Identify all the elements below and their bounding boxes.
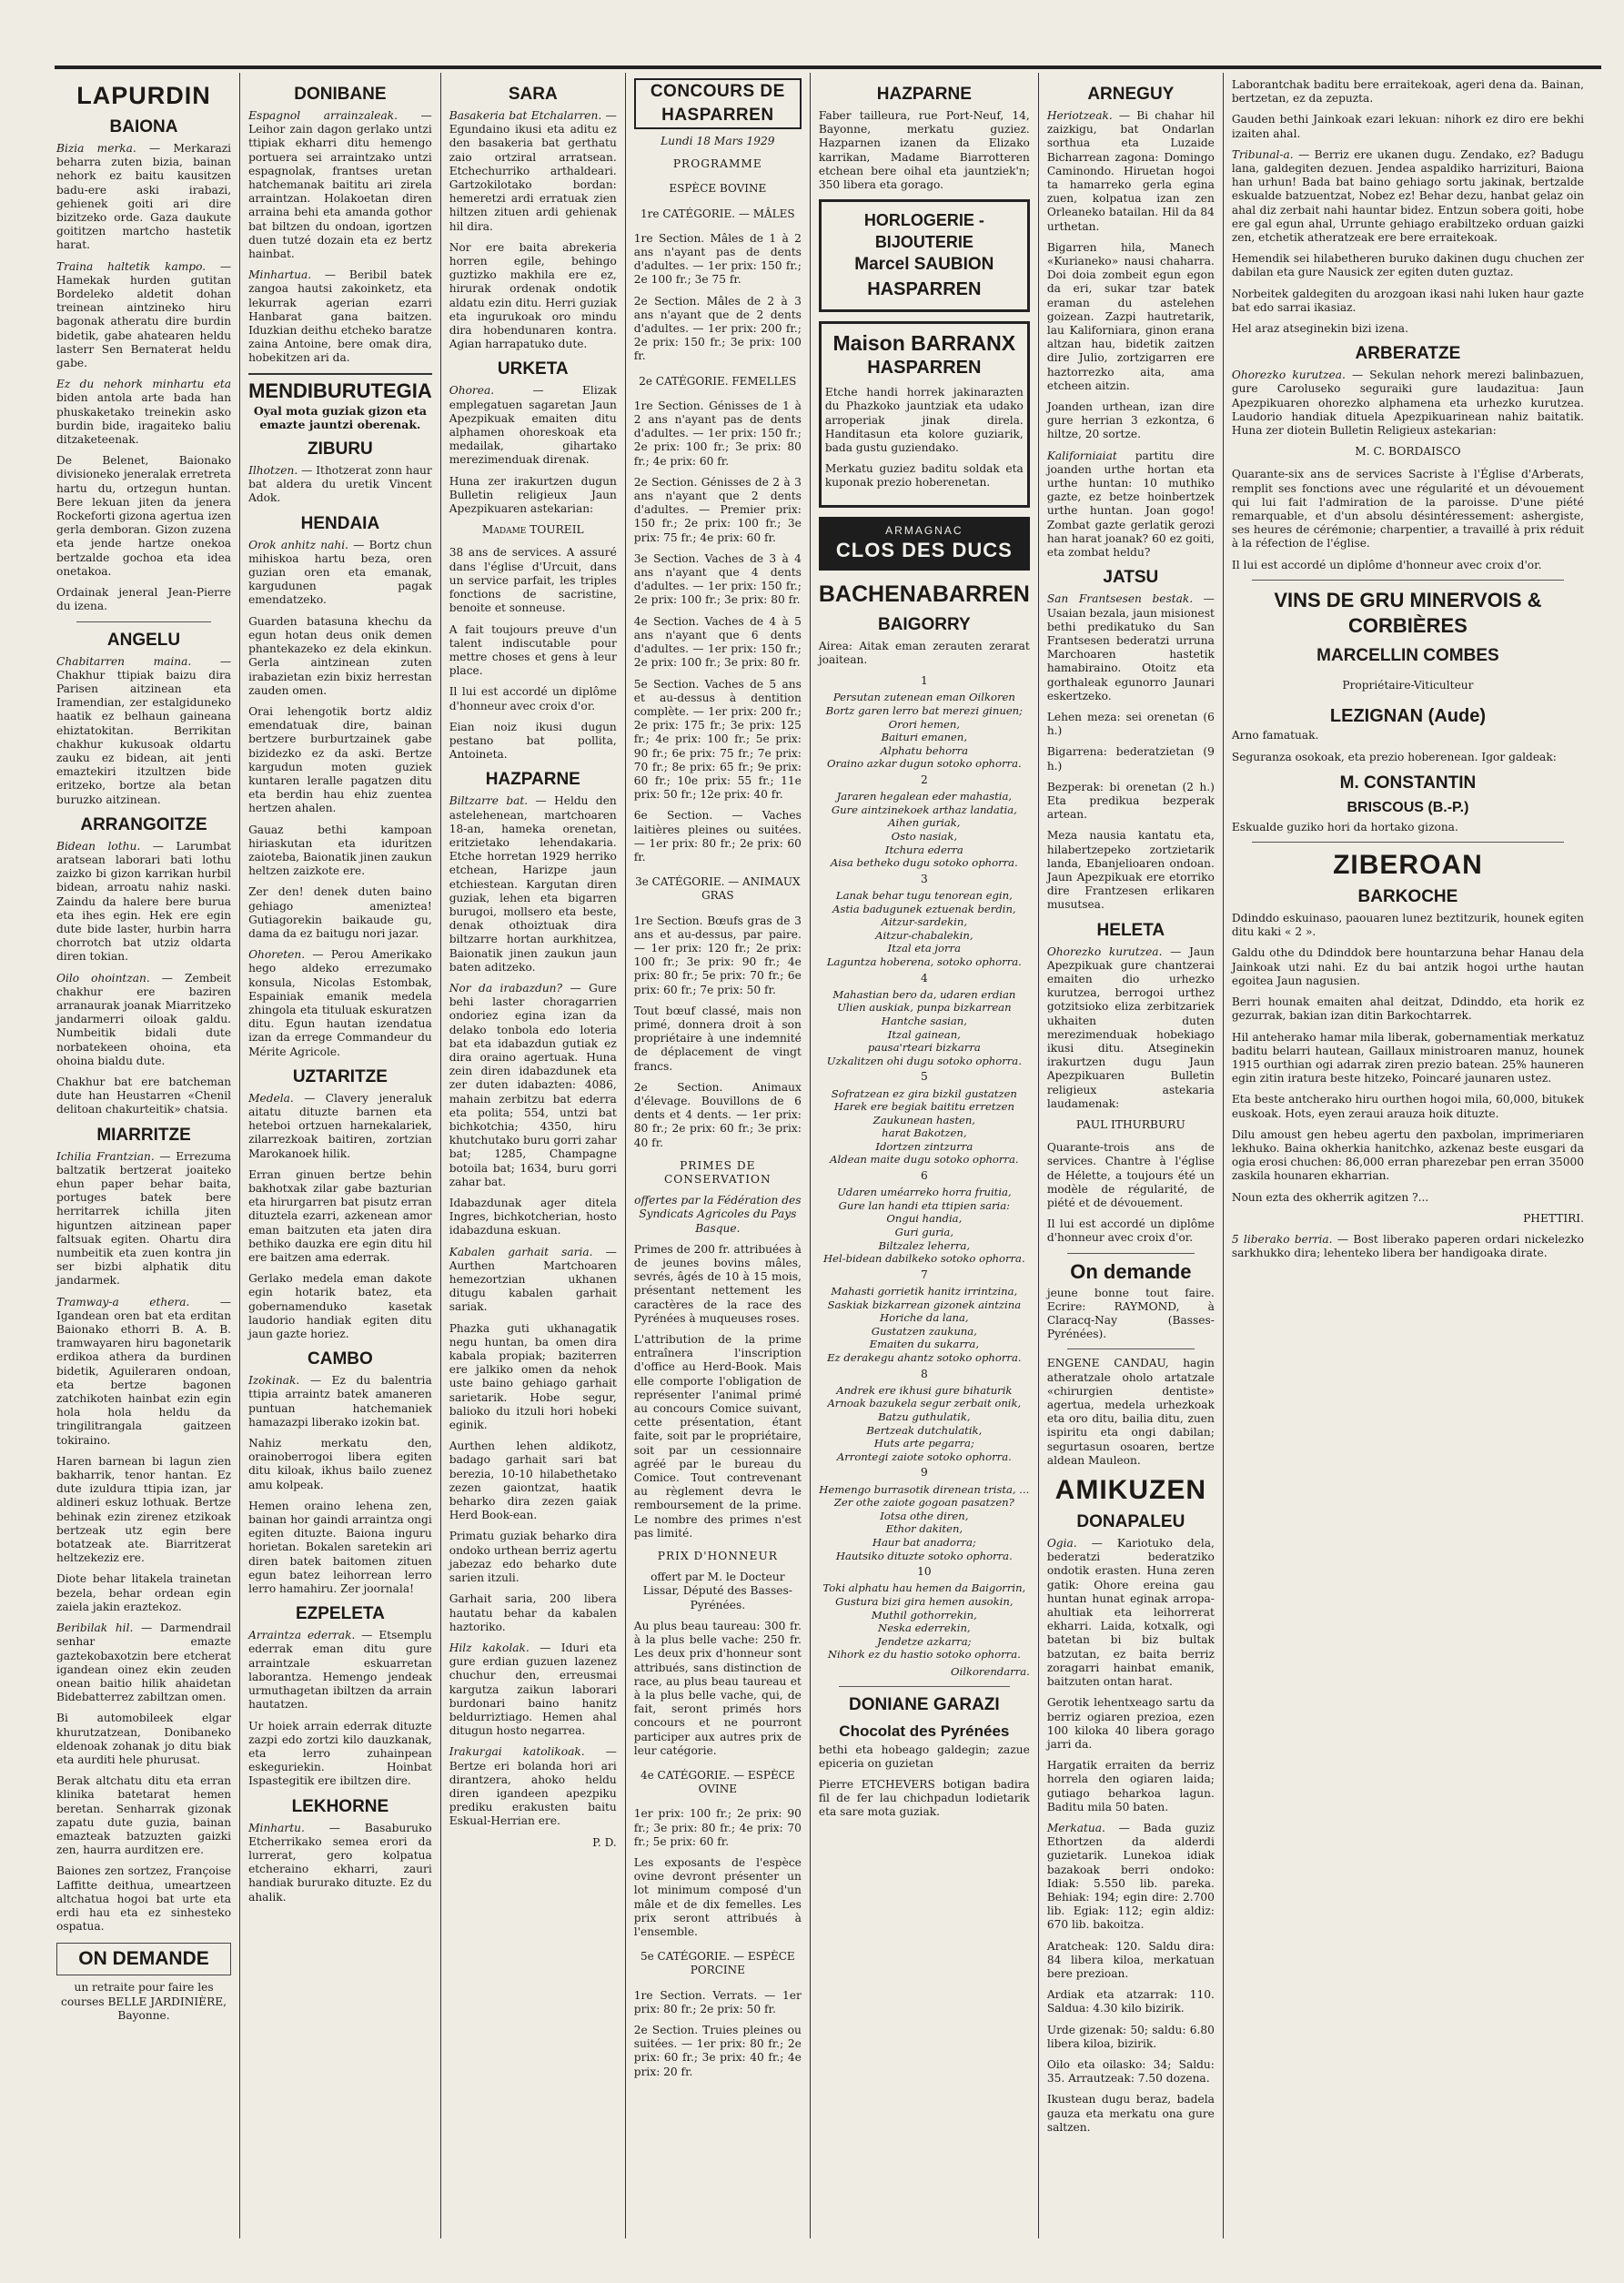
song-line: Mahastian bero da, udaren erdian: [832, 987, 1016, 1001]
article: Berak altchatu ditu eta erran klinika batetarat hemen beretan. Senharrak gizonak zapatu dute guzia, bainan emazteak batzuzten gaizki zen, haurra aurditzen ere.: [56, 1774, 232, 1857]
article: Zer den! denek duten baino gehiago ameniztea! Gutiagorekin baikaude gu, dama da ez baitugu nori jazar.: [248, 885, 432, 940]
song-line: Arnoak bazukela segur zerbait onik,: [827, 1397, 1022, 1410]
song-line: Idortzen zintzurra: [875, 1139, 973, 1153]
prize-section: 2e Section. Génisses de 2 à 3 ans n'ayant que 2 dents d'adultes. — Premier prix: 150 fr.; 2e prix: 100 fr.; 3e prix: 75 fr.; 4e prix: 60 fr.: [633, 475, 802, 544]
town-heading: SARA: [508, 85, 558, 104]
prize-section: 3e Section. Vaches de 3 à 4 ans n'ayant que 4 dents d'adultes. — 1er prix: 150 fr.; 2e prix: 100 fr.; 3e prix: 80 fr.: [633, 551, 802, 607]
category-heading: 2e CATÉGORIE. FEMELLES: [639, 374, 797, 388]
ad-town: HASPARREN: [867, 358, 982, 379]
song-line: Hautsiko dituzte sotoko ophorra.: [835, 1549, 1013, 1562]
prix-honneur-heading: PRIX D'HONNEUR: [657, 1550, 778, 1563]
song-line: Haur bat anadorra;: [872, 1535, 976, 1549]
region-heading: BACHENABARREN: [818, 581, 1030, 607]
song-line: Horiche da lana,: [880, 1311, 969, 1325]
prize-section: 1re Section. Mâles de 1 à 2 ans n'ayant pas de dents d'adultes. — 1er prix: 150 fr.; 2e 100 fr.; 3e 75 fr.: [633, 231, 802, 287]
town-heading: ARRANGOITZE: [80, 814, 207, 834]
article: Quarante-six ans de services Sacriste à l'Église d'Arberats, remplit ses fonctions avec une régularité et un dévouement qui lui fait l'admiration de la paroisse. D'une piété remarquable, et d'un absolu désintéressement: ashergiste, ses heures de cérémonie; charpentier, a travaillé à prix réduit à la réfection de l'église.: [1231, 468, 1584, 551]
song-line: Itzal gainean,: [887, 1027, 961, 1041]
song-line: Uzkalitzen ohi dugu sotoko ophorra.: [826, 1054, 1022, 1067]
song-line: Aitzur-chabalekin,: [875, 928, 973, 942]
town-heading: DONAPALEU: [1076, 1512, 1185, 1532]
ad-text: Eskualde guziko hori da hortako gizona.: [1231, 820, 1458, 833]
article: Bigarrena: bederatzietan (9 h.): [1046, 745, 1215, 773]
ad-town: LEZIGNAN (Aude): [1329, 706, 1486, 727]
town-heading: EZPELETA: [295, 1604, 385, 1624]
town-heading: CAMBO: [308, 1349, 373, 1369]
honoree-name: M. C. BORDAISCO: [1355, 445, 1461, 459]
song-line: Udaren uméarreko horra fruitia,: [837, 1186, 1012, 1199]
category-heading: ESPÈCE BOVINE: [669, 182, 767, 196]
article: Beribilak hil. — Darmendrail senhar emazte gaztekobaxotzin bere etcherat igandean oinez ekin zeuden onean baitio hilik ahaidetan Bidebatterrez zabiltzan omen.: [56, 1621, 232, 1704]
article: 38 ans de services. A assuré dans l'église d'Urcuit, dans un service parfait, les triples fonctions de sacristine, benoite et sonneuse.: [449, 546, 617, 615]
article: Aratcheak: 120. Saldu dira: 84 libera kiloa, merkatuan bere prezioan.: [1046, 1939, 1215, 1980]
song-line: Gustura bizi gira hemen ausokin,: [835, 1594, 1014, 1608]
prize-section: Primes de 200 fr. attribuées à de jeunes bovins mâles, sevrés, âgés de 10 à 15 mois, présentant nettement les caractères de la race des Pyrénées à muqueuses roses.: [633, 1242, 802, 1325]
song-line: harat Bakotzen,: [882, 1126, 967, 1140]
prize-section: 2e Section. Animaux d'élevage. Bouvillons de 6 dents et 4 dents. — 1er prix: 80 fr.; 2e prix: 60 fr.; 3e prix: 40 fr.: [633, 1080, 802, 1149]
article: Guarden batasuna khechu da egun hotan deus onik demen phantekazeko ez dela ekinkun. Gerla aintzinean zuten irabazietan ezin bixiz herrestan zauden omen.: [248, 614, 432, 697]
article: Hemendik sei hilabetheren buruko dakinen dugu chuchen zer dabilan eta gure Nausick zer egiten duten guztaz.: [1231, 252, 1584, 279]
song-line: Osto nasiak,: [891, 830, 958, 843]
song-line: Baituri emanen,: [881, 731, 968, 744]
article: Primatu guziak beharko dira ondoko urthean berriz agertu jabezaz edo beharko dute sarien itzuli.: [449, 1530, 617, 1585]
prize-section: 4e Section. Vaches de 4 à 5 ans n'ayant que 6 dents d'adultes. — 1er prix: 150 fr.; 2e prix: 100 fr.; 3e prix: 80 fr.: [633, 614, 802, 670]
article: Ogia. — Kariotuko dela, bederatzi bederatziko ondotik erasten. Huna zeren gatik: Ohore ereina gau huntan hunat eginak arropa-ahultiak eta leihorrerat ekharri. Laida, kotxalk, ogi batetan bi biz bultak batzutan, ez baita berriz zoragarri hainbat emanik, baitzuten ontan harat.: [1046, 1537, 1215, 1689]
article: Ordainak jeneral Jean-Pierre du izena.: [56, 586, 232, 613]
region-heading: LAPURDIN: [76, 82, 211, 109]
column-donibane: [239, 73, 440, 2238]
song-line: Astia badugunek eztuenak berdin,: [832, 902, 1016, 915]
article: Medela. — Clavery jeneraluk aitatu dituzte barnen eta heteboi ortzuen harnekalariek, zilarrezkoak baitiren, zortzian Marokanoek hilik.: [248, 1091, 432, 1160]
divider: [1067, 1253, 1195, 1254]
town-heading: UZTARITZE: [292, 1066, 388, 1086]
town-heading: ARBERATZE: [1355, 344, 1461, 364]
concours-date: Lundi 18 Mars 1929: [661, 135, 775, 147]
category-heading: 4e CATÉGORIE. — ESPÈCE OVINE: [640, 1768, 795, 1796]
prize-section: 1re Section. Génisses de 1 à 2 ans n'ayant pas de dents d'adultes. — 1er prix: 150 fr.; 2e prix: 100 fr.; 3e prix: 80 fr.; 4e prix: 60 fr.: [633, 399, 802, 468]
article: Bidean lothu. — Larumbat aratsean laborari bati lothu zaizko bi gizon karrikan hurbil bidean, arroatu nahiz naski. Zaindu da halere bere burua eta ihes egin. Hek ere egin dute bide laster, hurbin harra chorrotch bat utziz oldarta diren tokian.: [56, 839, 232, 964]
article: Garhait saria, 200 libera hautatu behar da kabalen haztoriko.: [449, 1592, 617, 1633]
town-heading: BARKOCHE: [1357, 887, 1458, 907]
article: Huna zer irakurtzen dugun Bulletin religieux Jaun Apezpikuaren astekarian:: [449, 474, 617, 516]
song-line: Gustatzen zaukuna,: [871, 1324, 977, 1338]
article: Gerotik lehentxeago sartu da berriz ogiaren prezioa, ezen 100 kiloka 40 libera gorago jarri da.: [1046, 1696, 1215, 1751]
article: Laborantchak baditu bere erraitekoak, ageri dena da. Bainan, bertzetan, ez da zepuzta.: [1231, 78, 1584, 106]
town-heading: HAZPARNE: [485, 770, 580, 790]
honoree-name: Madame TOUREIL: [481, 523, 584, 537]
column-concours: [625, 73, 810, 2238]
prize-section: 6e Section. — Vaches laitières pleines ou suitées. — 1er prix: 80 fr.; 2e prix: 60 fr.: [633, 809, 802, 864]
town-heading: BAIONA: [109, 117, 178, 136]
article: Bigarren hila, Manech «Kurianeko» nausi chaharra. Doi doia zombeit egun egon da eri, sukar tzar batek eraman du astelehen goizean. Zazpi hautretarik, lau Kaliforniara, ginon erana altzan hau, bidetik zaitzen dire Julio, zortzigarren ere haztorrezko aita, ama etcheen aitzin.: [1046, 240, 1215, 392]
divider: [1252, 842, 1564, 843]
article: Erran ginuen bertze behin bakhotxak zilar gabe bazturian eta hirurgarren bat pisutz erran dituztela ezarri, azkenean amor eman baitzuten eta jaten dira bethiko dauzka ere egin ditu hil ere baitzen ama ederrak.: [248, 1167, 432, 1265]
primes-heading: PRIMES DE CONSERVATION: [663, 1158, 772, 1186]
prize-section: 2e Section. Mâles de 2 à 3 ans n'ayant que de 2 dents d'adultes. — 1er prix: 200 fr.; 2e prix: 150 fr.; 3e prix: 100 fr.: [633, 294, 802, 363]
article: Bizia merka. — Merkarazi beharra zuten bizia, bainan nehork ez baitu kausitzen badu-ere aski irabazi, gehienek goiti ari dire bizitzeko orde. Gaza daukute goititzen martcho hastetik harat.: [56, 142, 232, 252]
article: San Frantsesen bestak. — Usaian bezala, jaun misionest bethi predikatuko du San Frantsesen bederatzi urruna Marchoaren hastetik hamabiraino. Otoitz eta gorthaleak egunorro Jaunari eskertzeko.: [1046, 592, 1215, 702]
song-line: Arrontegi zaiote sotoko ophorra.: [836, 1450, 1012, 1463]
article: De Belenet, Baionako divisioneko jeneralak erretreta hartu du, ortzegun huntan. Bere lekuan jiten da jenera Rockeforti gizona agertua izen gerla demboran. Gizon zuzena eta jende hartze onekoa bertzalde gochoa eta idea onetakoa.: [56, 454, 232, 578]
article: Gauaz bethi kampoan hiriaskutan eta iduritzen zaioteba, Baionatik jinen zaukun heltzen zaizkote ere.: [248, 823, 432, 878]
article: Ikustean dugu beraz, badela gauza eta merkatu ona gure saltzen.: [1046, 2093, 1215, 2134]
article: Diote behar litakela trainetan bezela, behar ordean egin zaiela jakin eraztekoz.: [56, 1572, 232, 1613]
ad-title: HORLOGERIE - BIJOUTERIE: [863, 211, 984, 252]
article: Phazka guti ukhanagatik negu huntan, ba omen dira kabala propiak; baziterren ere jalkiko omen da nehok uste baino gehiago garhait sarietarik. Hobe segur, balioko du itzuli hori hobeki eginik.: [449, 1321, 617, 1432]
armagnac-ad: [819, 517, 1030, 571]
song-line: Ongui handia,: [886, 1212, 963, 1226]
prize-section: Les exposants de l'espèce ovine devront présenter un lot minimum composé d'un mâle et de dix femelles. Les prix seront attribués à l'ensemble.: [633, 1855, 802, 1938]
honoree-name: PAUL ITHURBURU: [1075, 1118, 1185, 1131]
article: Merkatua. — Bada guziz Ethortzen da alderdi guzietarik. Lunekoa idiak bazakoak berri ondoko: Idiak: 5.550 lib. pareka. Behiak: 194; egin dire: 2.700 lib. Egiak: 112; egin aldiz: 670 lib. bakoitza.: [1046, 1821, 1215, 1932]
article: Eta beste antcherako hiru ourthen hogoi mila, 60,000, bitukek euskoak. Hots, eyen zeraui arauza hoik dituzte.: [1231, 1093, 1584, 1120]
song-line: Bertzeak dutchulatik,: [866, 1423, 983, 1437]
song-line: pausa'rteari bizkarra: [867, 1041, 981, 1055]
classified-text: jeune bonne tout faire. Ecrire: RAYMOND, à Claracq-Nay (Basses-Pyrénées).: [1046, 1286, 1215, 1341]
town-heading: JATSU: [1103, 568, 1159, 588]
song-line: Guri guria,: [894, 1226, 954, 1239]
prize-section: 1re Section. Bœufs gras de 3 ans et au-dessus, par paire. — 1er prix: 120 fr.; 2e prix: 100 fr.; 3e prix: 90 fr.; 4e prix: 80 fr.; 5e prix: 70 fr.; 6e prix: 60 fr.; 7e prix: 50 fr.: [633, 914, 802, 996]
article: Il lui est accordé un diplôme d'honneur avec croix d'or.: [1231, 558, 1542, 571]
article: Gauden bethi Jainkoak ezari lekuan: nihork ez diro ere bekhi izaiten ahal.: [1231, 113, 1584, 140]
ad-text: Etche handi horrek jakinarazten du Phazkoko jauntziak eta udako arroperiak jinak direla. Handitasun eta kolore guziarik, bada gustu guziendako.: [824, 386, 1024, 455]
article: Tribunal-a. — Berriz ere ukanen dugu. Zendako, ez? Badugu lana, galdegiten dezuen. Jendea aspaldiko harrizituri, Baiona han urhun! Bada bat baino gehiago sortu jakinak, bertzalde eskualde batzuentzat, Nobez ez! Behar dezu, hanbat gelaz oin ahal diz zerbait nahi hauntar bidez. Entzun sobera goiti, hobe ere gal egun ahal, Urrunte gehiago erabiltzeko orduan gaizki zen, etchetik atheratzeak ere bere erraitekoak.: [1231, 147, 1584, 245]
ad-town: HASPARREN: [867, 279, 982, 300]
divider: [76, 621, 211, 622]
song-line: Batzu guthulatik,: [878, 1410, 971, 1423]
song-line: Saskiak bizkarrean gizonek aintzina: [827, 1298, 1022, 1311]
mendiburutegia-ad: MENDIBURUTEGIA: [248, 373, 432, 404]
concours-title: CONCOURS DE HASPARREN: [634, 78, 802, 129]
prize-section: Tout bœuf classé, mais non primé, donnera droit à son propriétaire à une indemnité de déplacement de vingt francs.: [633, 1004, 802, 1073]
ad-text: Pierre ETCHEVERS botigan badira fil de fer lau chichpadun lodietarik eta sare mota guziak.: [818, 1777, 1030, 1819]
song-line: Muthil gothorrekin,: [871, 1608, 977, 1621]
article: Oilo eta oilasko: 34; Saldu: 35. Arrautzeak: 7.50 dozena.: [1046, 2057, 1215, 2086]
article: Ichilia Frantzian. — Errezuma baltzatik bertzerat joaiteko ehun paper behar baita, portuges batek bere herritarrek ichilla jiten higuntzen aitzinean paper faltsuak egiten. Ohartu dira numbeitik eta zuen kontra jin ser bizbi alphatik ditu jandarmek.: [56, 1149, 232, 1288]
article: Nor ere baita abrekeria horren egile, behingo guztizko makhila ere ez, hirurak ordenak ondotik aldatu ezin ditu. Herri guziak eta ingurukoak oro mindu dira hobendunaren kontra. Agian harrapatuko dute.: [449, 240, 617, 351]
article: Il lui est accordé un diplôme d'honneur avec croix d'or.: [1046, 1217, 1215, 1245]
article: Minhartu. — Basaburuko Etcherrikako semea erori da lurrerat, gero kolpatua etcheraino ekharri, zauri handiak bururako dituzte. Ez du ahalik.: [248, 1821, 432, 1904]
song-line: Gure lan handi eta ttipien saria:: [838, 1198, 1011, 1212]
prize-section: 2e Section. Truies pleines ou suitées. — 1er prix: 80 fr.; 2e prix: 60 fr.; 3e prix: 40 fr.; 4e prix: 20 fr.: [633, 2023, 802, 2078]
article: Ohoreten. — Perou Amerikako hego aldeko errezumako konsula, Nicolas Estombak, Espainiak emanik medela zhingola eta tituluak eskuratzen ditu. Egun hautan izendatua izan da errege Commandeur du Mérite Agricole.: [248, 948, 432, 1058]
song-line: Hel-bidean dabilkeko sotoko ophorra.: [823, 1252, 1025, 1266]
article: Ohorezko kurutzea. — Jaun Apezpikuak gure chantzerai emaiten dio urhezko kurutzea, berrogoi urthez gotzitsioko eliza zerbitzariek ukhaiten duten merezimenduak hobekiago ikusi ditu. Atseginekin irakurtzen dugu Jaun Apezpikuaren Bulletin religieux astekaria laudamenak:: [1046, 945, 1215, 1110]
article: Oilo ohointzan. — Zembeit chakhur ere baziren arranaurak joanak Miarritzeko jandarmerri oiloak galdu. Numbeitik bidali dute norbatekeen ohoina, eta ohoina bialdu dute.: [56, 971, 232, 1067]
ad-text: Arno famatuak.: [1231, 729, 1319, 742]
ad-name: M. CONSTANTIN: [1339, 773, 1477, 793]
song-line: Hemengo burrasotik direnean trista, ...: [819, 1482, 1030, 1496]
article: Hargatik erraiten da berriz horrela den ogiaren laida; gutiago beharkoa lagun. Baditu mila 50 baten.: [1046, 1759, 1215, 1813]
song-line: Ez derakegu ahantz sotoko ophorra.: [827, 1351, 1022, 1365]
song-line: Jendetze azkarra;: [877, 1634, 972, 1648]
horlogerie-ad: [819, 199, 1030, 312]
town-heading: LEKHORNE: [291, 1796, 389, 1816]
barranx-ad: [819, 321, 1030, 507]
song-line: Ethor dakiten,: [885, 1522, 963, 1536]
vins-ad-title: VINS DE GRU MINERVOIS & CORBIÈRES: [1274, 588, 1542, 637]
article: Galdu othe du Ddinddok bere hountarzuna behar Hanau dela Jainkoak utzi nahi. Ez du bai antzik hogoi urthe hautan egoitea Jaun nagusien.: [1231, 946, 1584, 987]
article: Irakurgai katolikoak. — Bertze eri bolanda hori ari dirantzera, ahoko heldu diren igandeen apezpiku prediku erakusten baitu Eskual-Herrian ere.: [449, 1745, 617, 1828]
category-heading: 3e CATÉGORIE. — ANIMAUX GRAS: [635, 875, 801, 903]
article: Nahiz merkatu den, orainoberrogoi libera egiten ditu kiloak, ikhus bailo zuenez amu kolpeak.: [248, 1437, 432, 1491]
prize-section: 1re Section. Verrats. — 1er prix: 80 fr.; 2e prix: 50 fr.: [633, 1988, 802, 2015]
divider: [1252, 580, 1564, 581]
ad-subtitle: ARMAGNAC: [885, 523, 963, 537]
song-line: Huts arte pegarra;: [873, 1437, 974, 1450]
article: Basakeria bat Etchalarren. — Egundaino ikusi eta aditu ez den basakeria bat gerthatu zaio ortziral arratsean. Etchechurriko arthaldeari. Gartzokilotako bordan: hemeretzi ardi erratuak zien hiltzen zituen ardi gehienak hil dira.: [449, 109, 617, 233]
article: Ohorezko kurutzea. — Sekulan nehork merezi balinbazuen, gure Caroluseko seguraiki gure laudazitua: Jaun Apezpikuaren ohorezko alphamena eta urhezko kurutzea. Laudorio handiak dituela Apezpikuarinean nahiz baitatik. Huna zer diotein Bulletin Religieux astekarian:: [1231, 369, 1584, 438]
song-line: Itzal eta jorra: [887, 942, 961, 955]
article: Haren barnean bi lagun zien bakharrik, tenor hantan. Ez dute izuldura ttipia izan, jar aldineri eskuz lothuak. Bertze behinak ezin zirenez etzikoak bertzeak utz egin bere botatzeak ate. Biarritzerat heltzekeziz ere.: [56, 1454, 232, 1565]
song-line: Neska ederrekin,: [878, 1621, 971, 1635]
song-line: Bortz garen lerro bat merezi ginuen;: [825, 704, 1024, 718]
article: Ez du nehork minhartu eta biden antola arte bada han phuskaketako treinekin asko burdin bide, iragaiteko baliu ditzaketeenak.: [56, 378, 232, 447]
article: Ilhotzen. — Ithotzerat zonn haur bat aldera du uretik Vincent Adok.: [248, 464, 432, 505]
song-line: Biltzalez leherra,: [878, 1238, 971, 1252]
town-heading: URKETA: [497, 359, 569, 379]
song-line: Jararen hegalean eder mahastia,: [836, 790, 1013, 803]
song-line: Itchura ederra: [884, 843, 963, 856]
song-line: Oraino azkar dugun sotoko ophorra.: [826, 757, 1022, 771]
programme-heading: PROGRAMME: [672, 157, 762, 171]
song-line: Zaukunean hasten,: [873, 1113, 975, 1126]
town-heading: ZIBURU: [308, 439, 373, 460]
song: 1 Persutan zutenean eman Oilkoren Bortz garen lerro bat merezi ginuen; Orori hemen, Baituri emanen, Alphatu behorra Oraino azkar dugun sotoko ophorra. 2 Jararen hegalean eder mahastia, Gure aintzinekoek arthaz landatia, Aihen guriak, Osto nasiak, Itchura ederra Aisa betheko dugu sotoko ophorra. 3 Lanak behar tugu tenorean egin, Astia badugunek eztuenak berdin, Aitzur-sardekin, Aitzur-chabalekin, Itzal eta jorra Laguntza hoberena, sotoko ophorra. 4 Mahastian bero da, udaren erdian Ulien auskiak, punpa bizkarrean Hantche sasian, Itzal gainean, pausa'rteari bizkarra Uzkalitzen ohi dugu sotoko ophorra. 5 Sofratzean ez gira bizkil gustatzen Harek ere begiak baititu erretzen Zaukunean hasten, harat Bakotzen, Idortzen zintzurra Aldean maite dugu sotoko ophorra. 6 Udaren uméarreko horra fruitia, Gure lan handi eta ttipien saria: Ongui handia, Guri guria, Biltzalez leherra, Hel-bidean dabilkeko sotoko ophorra. 7 Mahasti gorrietik hanitz irrintzina, Saskiak bizkarrean gizonek aintzina Horiche da lana, Gustatzen zaukuna, Emaiten du sukarra, Ez derakegu ahantz sotoko ophorra. 8 Andrek ere ikhusi gure bihaturik Arnoak bazukela segur zerbait onik, Batzu guthulatik, Bertzeak dutchulatik, Huts arte pegarra; Arrontegi zaiote sotoko ophorra. 9 Hemengo burrasotik direnean trista, ... Zer othe zaiote gogoan pasatzen? Iotsa othe diren, Ethor dakiten, Haur bat anadorra; Hautsiko dituzte sotoko ophorra. 10 Toki alphatu hau hemen da Baigorrin, Gustura bizi gira hemen ausokin, Muthil gothorrekin, Neska ederrekin, Jendetze azkarra; Nihork ez du hastio sotoko ophorra. Oilkorendarra.: [819, 674, 1030, 1678]
article: Traina haltetik kampo. — Hamekak hurden gutitan Bordeleko aldetit dohan treinean aintzineko hiru bagonak atheratu dire burdin bidetik, gabe ahatearen heldu lasterr Sen Bernaterat heldu gabe.: [56, 259, 232, 370]
town-heading: DONIANE GARAZI: [848, 1694, 1000, 1714]
ad-text: Merkatu guziez baditu soldak eta kuponak prezio hoberenetan.: [824, 462, 1024, 490]
article: Hemen oraino lehena zen, bainan hor gaindi arraintza ongi egiten dituzte. Baiona inguru horietan. Bokalen saretekin ari diren batek baitomen zituen egun batez leihorrean lerro lerro hamahiru. Zer joornala!: [248, 1499, 432, 1596]
song-line: Laguntza hoberena, sotoko ophorra.: [826, 955, 1022, 968]
article: Lehen meza: sei orenetan (6 h.): [1046, 710, 1215, 738]
article: Kabalen garhait saria. — Aurthen Martchoaren hemezortzian ukhanen ditugu kabalen garhait sariak.: [449, 1245, 617, 1314]
article: Orok anhitz nahi. — Bortz chun mihiskoa hartu beza, oren guzian oren eta emanak, kargudunen pagak emendatzeko.: [248, 538, 432, 607]
article: Il lui est accordé un diplôme d'honneur avec croix d'or.: [449, 685, 617, 712]
song-line: Iotsa othe diren,: [880, 1509, 969, 1522]
column-arberatze: [1223, 73, 1592, 2238]
song-line: Alphatu behorra: [880, 743, 969, 757]
classified-text: ENGENE CANDAU, hagin atheratzale oholo artatzale «chirurgien dentiste» agertua, medela urhezkoak eta oro ditu, bailia ditu, zuen ispiritu eta ongi dabilan; segurtasun osoaren, bertze aldean Mauleon.: [1046, 1357, 1215, 1467]
article: Chakhur bat ere batcheman dute han Heustarren «Chenil delitoan chakurteitik» chatsia.: [56, 1075, 232, 1116]
category-heading: 1re CATÉGORIE. — MÂLES: [641, 207, 795, 220]
song-line: Sofratzean ez gira bizkil gustatzen: [831, 1086, 1017, 1100]
column-sara: [440, 73, 625, 2238]
article: Ur hoiek arrain ederrak dituzte zazpi edo zortzi kilo dauzkanak, eta lerro zuhainpean eskeguriekin. Hoinbat Ispastegitik ere ibiltzen dire.: [248, 1719, 432, 1788]
article: Ohorea. — Elizak emplegatuen sagaretan Jaun Apezpikuak emaiten ditu alphamen ohoreskoak eta medailak, gihartako merezimenduak direnak.: [449, 384, 617, 467]
song-line: Mahasti gorrietik hanitz irrintzina,: [831, 1285, 1018, 1298]
article: 5 liberako berria. — Bost liberako paperen ordari nickelezko sarkhukko dira; lehenteko libera ber handigoaka dirate.: [1231, 1232, 1584, 1260]
song-line: Toki alphatu hau hemen da Baigorrin,: [822, 1581, 1026, 1595]
classified-text: un retraite pour faire les courses BELLE JARDINIÈRE, Bayonne.: [61, 1981, 227, 2022]
article: Aurthen lehen aldikotz, badago garhait sari bat berezia, 10-10 hilabethetako zezen gaiontzat, haatik beharko dira zezen gaiak Herd Book-ean.: [449, 1440, 617, 1522]
song-line: Nihork ez du hastio sotoko ophorra.: [827, 1648, 1021, 1662]
song-air: Airea: Aitak eman zerauten zerarat joaitean.: [818, 639, 1030, 667]
prize-section: Au plus beau taureau: 300 fr. à la plus belle vache: 250 fr. Les deux prix d'honneur sont attribués, sans distinction de race, au plus beau taureau et à la plus belle vache, qui, de fait, seront primés hors concours et ne pourront participer aux autres prix de leur catégorie.: [633, 1619, 802, 1757]
song-line: Andrek ere ikhusi gure bihaturik: [836, 1383, 1013, 1397]
song-line: Ulien auskiak, punpa bizkarrean: [837, 1001, 1012, 1015]
article: Gerlako medela eman dakote egin hotarik batez, eta gobernamenduko kasetak laudorio handiak egiten ditu jaun gazte horiez.: [248, 1272, 432, 1341]
article: Hil anteherako hamar mila liberak, gobernamentiak merkatuz baditu belarri hautean, Gaillaux ministroaren manuz, hounek 1915 ourthian ogi adarrak ziren prezio batean. 25% hauneren egin zitin iratura beste hitzeko, Poincaré jaunaren ustez.: [1231, 1030, 1584, 1086]
article: Berri hounak emaiten ahal deitzat, Ddinddo, eta horik ez gezurrak, bakian izan ditin Barkochtarrek.: [1231, 995, 1584, 1023]
article: Tramway-a ethera. — Igandean oren bat eta erditan Baionako ethorri B. A. B. tramwayaren hiru bagonetarik erdikoa athera da burdinen bidetik, Aguileraren ondoan, eta bertze bagonen zatchikoten hainbat ezin egin hola hola heldu da tringilitrangala gaitzeen tokiraino.: [56, 1295, 232, 1447]
town-heading: HAZPARNE: [876, 85, 972, 104]
ad-text: Seguranza osokoak, eta prezio hoberenean. Igor galdeak:: [1231, 750, 1557, 763]
chocolat-ad-title: Chocolat des Pyrénées: [839, 1722, 1010, 1740]
town-heading: MIARRITZE: [96, 1125, 191, 1145]
article: Espagnol arrainzaleak. — Leihor zain dagon gerlako untzi ttipiak ekharri ditu hemengo portuera sei arraintzako untzi espagnolak, frantses uretan hatchemanak baititu ari zirela arraintzan. Holakoetan diren arraina behi eta amanda gothor bat biltzen du ondoan, igortzen duen tutzé dozain eta ez bertz hainbat.: [248, 109, 432, 261]
newspaper-page: [55, 73, 1592, 2238]
ad-name: MARCELLIN COMBES: [1316, 645, 1499, 665]
song-line: Aitzur-sardekin,: [881, 915, 968, 929]
song-line: Gure aintzinekoek arthaz landatia,: [831, 803, 1017, 816]
article: Minhartua. — Beribil batek zangoa hautsi zakoinketz, eta lekurrak agerian ezarri Hanbarat gana baitzen. Iduzkian deithu etcheko baratze zaina Antoine, bere omak dira, hobekitzen ari da.: [248, 268, 432, 365]
article: Biltzarre bat. — Heldu den astelehenean, martchoaren 18-an, hameka orenetan, eritzietako lehendakaria. Etche horretan 1929 herriko etchean, Harizpe jaun etchiestean. Kargutan diren guziak, lehen eta bigarren burugoi, mollsero eta beste, denak othoiztuak dira biltzarre hortan aurkhitzea, Baionatik jinen zaukun jaun baten aditzeko.: [449, 794, 617, 974]
article: Bezperak: bi orenetan (2 h.) Eta predikua bezperak artean.: [1046, 780, 1215, 822]
song-line: Hantche sasian,: [881, 1014, 967, 1027]
article: Ardiak eta atzarrak: 110. Saldua: 4.30 kilo bizirik.: [1046, 1988, 1215, 2015]
on-demande-box: ON DEMANDE: [56, 1943, 231, 1975]
primes-offer: offertes par la Fédération des Syndicats Agricoles du Pays Basque.: [634, 1194, 802, 1235]
masthead-rule: [55, 66, 1601, 69]
song-line: Harek ere begiak baititu erretzen: [833, 1100, 1014, 1114]
ad-name: Maison BARRANX: [832, 331, 1016, 356]
town-heading: HENDAIA: [300, 513, 380, 533]
article: Faber tailleura, rue Port-Neuf, 14, Bayonne, merkatu guziez. Hazparnen izanen da Elizako karrikan, Madame Biarrotteren etchean bere oihal eta jauntziek'n; 350 libera eta gorago.: [818, 109, 1030, 192]
signature: P. D.: [592, 1835, 617, 1849]
song-line: Zer othe zaiote gogoan pasatzen?: [833, 1496, 1014, 1510]
category-heading: 5e CATÉGORIE. — ESPÈCE PORCINE: [640, 1950, 795, 1977]
song-line: Emaiten du sukarra,: [869, 1338, 980, 1351]
article: Idabazdunak ager ditela Ingres, bichkotcherian, hosto idabazduna eskuan.: [449, 1197, 617, 1237]
article: Norbeitek galdegiten du arozgoan ikasi nahi luken haur gazte bat edo sarrai ikasiaz.: [1231, 287, 1584, 314]
article: Heriotzeak. — Bi chahar hil zaizkigu, bat Ondarlan sorthua eta Luzaide Bicharrean zagona: Domingo Caminondo. Hiruetan hogoi ta hamarreko gerla egina zuen, kolpatua izan zen Orleaneko batailan. Hil da 84 urthetan.: [1046, 109, 1215, 233]
ad-name: Marcel SAUBION: [854, 255, 994, 275]
prize-section: 1er prix: 100 fr.; 2e prix: 90 fr.; 3e prix: 80 fr.; 4e prix: 70 fr.; 5e prix: 60 fr.: [633, 1807, 802, 1848]
ad-subtitle: Propriétaire-Viticulteur: [1342, 679, 1474, 692]
divider: [839, 1686, 1010, 1687]
song-line: Persutan zutenean eman Oilkoren: [832, 691, 1015, 704]
song-line: Aisa betheko dugu sotoko ophorra.: [830, 856, 1018, 870]
article: Joanden urthean, izan dire gure herrian 3 ezkontza, 6 hiltze, 20 sortze.: [1046, 400, 1215, 441]
article: Orai lehengotik bortz aldiz emendatuak dire, bainan bertzere burburtzainek gabe bizidezko ez da aski. Bertze kargudun moten guziek kuntaren leralle pagatzen ditu eta berdin hau ehiz zuentea hertzen ahalen.: [248, 704, 432, 815]
article: Quarante-trois ans de services. Chantre à l'église de Hélette, a toujours été un modèle de régularité, de piété et de dévouement.: [1046, 1141, 1215, 1210]
article: Dilu amoust gen hebeu agertu den paxbolan, imprimeriaren lekhuko. Baina okherkia hanitchko, azkenaz beste eusgari da ogia erosi chuchen: 86,000 erran pharezebar pen erran 35000 zaskila hounaren ekharrian.: [1231, 1127, 1584, 1183]
town-heading: HELETA: [1096, 920, 1165, 940]
article: Baiones zen sortzez, Françoise Laffitte deithua, umeartzeen altchatua hogoi bat urte eta erdi hau eta ez sinhesteko ospatua.: [56, 1864, 232, 1934]
article: Nor da irabazdun? — Gure behi laster choragarrien ondoriez egina izan da delako tonbola edo loteria bat eta idabazdun gutiak ez dira oraino agertuak. Huna zein diren idabazdunek eta zer duten idabazten: 4086, mahain zerbitzu bat ederra eta polita; 554, untzi bat bichkotchia; 4350, hiru khutchutako buru gorri zahar bat; 1285, Champagne botoila bat; 1634, buru gorri zahar bat.: [449, 981, 617, 1188]
article: Hilz kakolak. — Iduri eta gure erdian guzuen lazenez chuchur den, erreusmai kargutza zaikun laborari burdonari baino hanitz beldurriztiago. Hemen ahal ditugun hosto negarrea.: [449, 1641, 617, 1738]
article: Meza nausia kantatu eta, hilabertzepeko zortzietarik landa, Ebanjelioaren ondoan. Jaun Apezpikuak ere etorriko dire Frantzesen erlikaren musutsea.: [1046, 829, 1215, 912]
article: Ddinddo eskuinaso, paouaren lunez beztitzurik, hounek egiten ditu kaki « 2 ».: [1231, 912, 1584, 939]
song-line: Orori hemen,: [888, 717, 960, 731]
song-line: Lanak behar tugu tenorean egin,: [835, 888, 1013, 902]
song-line: Aihen guriak,: [888, 816, 961, 830]
prize-section: 5e Section. Vaches de 5 ans et au-dessus à dentition complète. — 1er prix: 200 fr.; 2e prix: 175 fr.; 3e prix: 125 fr.; 4e prix: 100 fr.; 5e prix: 90 fr.; 6e prix: 75 fr.; 7e prix: 70 fr.; 8e prix: 65 fr.; 9e prix: 60 fr.; 10e prix: 55 fr.; 11e prix: 50 fr.; 12e prix: 40 fr.: [633, 677, 802, 802]
town-heading: BAIGORRY: [877, 614, 971, 634]
ad-town: BRISCOUS (B.-P.): [1347, 799, 1469, 815]
signature: PHETTIRI.: [1523, 1211, 1584, 1225]
article: Chabitarren maina. — Chakhur ttipiak baizu dira Parisen aitzinean eta Iramendian, zer estalgiduneko haatik ez belhaun gaineana ehiztatokitan. Berrikitan chakhur kukusoak oldartu zauku ez bidean, ait jenti emaztekiri itzultzen bide eritzeko, bortze ala betan buruzko aitzinean.: [56, 654, 232, 806]
town-heading: DONIBANE: [294, 85, 387, 104]
article: Bi automobileek elgar khurutzatzean, Donibaneko eldenoak zohanak jo ditu biak eta aurditi hele phurusat.: [56, 1712, 232, 1766]
song-signature: Oilkorendarra.: [951, 1664, 1030, 1678]
article: Hel araz atseginekin bizi izena.: [1231, 322, 1408, 336]
article: Eian noiz ikusi dugun pestano bat pollita, Antoineta.: [449, 720, 617, 762]
region-heading: AMIKUZEN: [1054, 1475, 1206, 1506]
article: Noun ezta des okherrik agitzen ?...: [1231, 1190, 1429, 1204]
column-lapurdin: [55, 73, 239, 2238]
song-line: Aldean maite dugu sotoko ophorra.: [830, 1153, 1019, 1167]
prix-offer: offert par M. le Docteur Lissar, Député des Basses-Pyrénées.: [642, 1571, 792, 1611]
column-arneguy: [1038, 73, 1223, 2238]
article: Kaliforniaiat partitu dire joanden urthe hortan eta urthe huntan: 10 muthiko gazte, ez betze hoinbertzek urthe huntan. Joan gogo! Zombat gazte gerlatik gerozi han harat joanak? 60 ez goiti, eta zombat heldu?: [1046, 449, 1215, 560]
article: A fait toujours preuve d'un talent indiscutable pour mettre choses et gens à leur place.: [449, 622, 617, 678]
ad-subtitle: Oyal mota guziak gizon eta emazte jauntzi oberenak.: [253, 403, 427, 431]
ad-title: CLOS DES DUCS: [835, 538, 1013, 561]
prize-section: L'attribution de la prime entraînera l'inscription d'office au Herd-Book. Mais elle comporte l'obligation de représenter l'animal primé au concours Comice suivant, cette présentation, étant faite, soit par le propriétaire, soit par un cessionnaire agréé par le bureau du Comice. Tout contrevenant au règlement devra le remboursement de la prime. Le nombre des primes n'est pas limité.: [633, 1333, 802, 1540]
article: Urde gizenak: 50; saldu: 6.80 libera kiloa, bizirik.: [1046, 2023, 1215, 2050]
column-hazparne: [810, 73, 1038, 2238]
ad-text: bethi eta hobeago galdegin; zazue epiceria on guzietan: [818, 1743, 1030, 1770]
on-demande-heading: On demande: [1070, 1259, 1192, 1283]
article: Izokinak. — Ez du balentria ttipia arraintz batek amaneren puntuan hatchemaniek hamazazpi liberako izokin bat.: [248, 1374, 432, 1429]
article: Arraintza ederrak. — Etsemplu ederrak eman ditu gure arraintzale eskuarretan laborantza. Hemengo jendeak urmuthagetan ibiltzen da arrain hautatzen.: [248, 1629, 432, 1712]
town-heading: ANGELU: [106, 630, 181, 650]
town-heading: ARNEGUY: [1087, 85, 1175, 104]
region-heading: ZIBEROAN: [1333, 850, 1483, 881]
